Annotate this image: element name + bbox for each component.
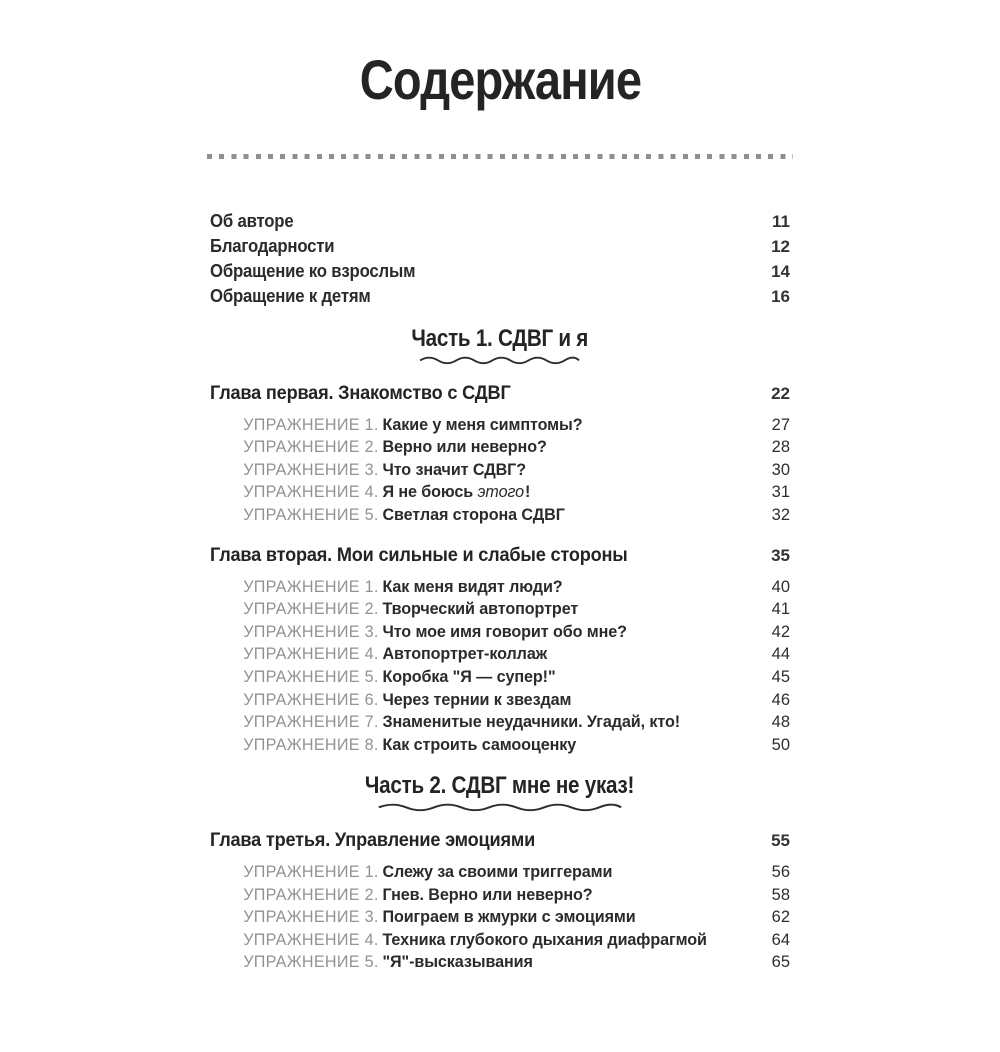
exercise-page: 42 (771, 622, 790, 641)
exercise-prefix: УПРАЖНЕНИЕ 3. (243, 621, 379, 641)
chapter-title: Глава третья. Управление эмоциями (210, 828, 536, 851)
exercise-title: Светлая сторона СДВГ (382, 504, 565, 524)
toc-entry-page: 11 (772, 212, 790, 231)
toc-entry-label: Обращение к детям (210, 286, 371, 306)
toc-entry-page: 14 (771, 262, 790, 281)
exercise-prefix: УПРАЖНЕНИЕ 3. (243, 907, 379, 927)
exercise-entry[interactable] (210, 621, 790, 644)
exercise-entry[interactable] (210, 481, 790, 504)
exercise-title: Как строить самооценку (382, 734, 577, 754)
toc-entry-label: Обращение ко взрослым (210, 261, 416, 281)
toc-entry-label: Благодарности (210, 236, 335, 256)
exercise-prefix: УПРАЖНЕНИЕ 1. (243, 414, 379, 434)
exercise-title: Слежу за своими триггерами (382, 861, 613, 881)
exercise-entry[interactable] (210, 734, 790, 757)
exercise-prefix: УПРАЖНЕНИЕ 2. (243, 884, 379, 904)
exercise-page: 32 (771, 505, 790, 524)
chapter-page: 55 (771, 830, 790, 850)
exercise-entry[interactable] (210, 459, 790, 482)
toc-entry-label: Об авторе (210, 211, 294, 231)
exercise-list (210, 576, 790, 757)
chapter-entry[interactable] (210, 827, 790, 854)
exercise-title: Поиграем в жмурки с эмоциями (382, 907, 636, 927)
exercise-entry[interactable] (210, 906, 790, 929)
exercise-title: Что мое имя говорит обо мне? (382, 621, 627, 641)
exercise-prefix: УПРАЖНЕНИЕ 2. (243, 437, 379, 457)
exercise-title: Техника глубокого дыхания диафрагмой (382, 929, 707, 949)
exercise-title: Автопортрет-коллаж (382, 644, 548, 664)
exercise-prefix: УПРАЖНЕНИЕ 5. (243, 666, 379, 686)
front-matter-list (210, 209, 790, 309)
exercise-page: 28 (771, 438, 790, 457)
exercise-list (210, 861, 790, 974)
exercise-page: 58 (771, 885, 790, 904)
exercise-list (210, 414, 790, 527)
part-section (210, 325, 790, 756)
exercise-page: 45 (771, 667, 790, 686)
chapter-title: Глава первая. Знакомство с СДВГ (210, 381, 511, 404)
exercise-title: Как меня видят люди? (382, 576, 563, 596)
exercise-prefix: УПРАЖНЕНИЕ 4. (243, 482, 379, 502)
chapter-section (210, 827, 790, 974)
exercise-title: Что значит СДВГ? (382, 459, 527, 479)
chapter-title: Глава вторая. Мои сильные и слабые стороны (210, 543, 628, 566)
exercise-prefix: УПРАЖНЕНИЕ 8. (243, 734, 379, 754)
exercise-prefix: УПРАЖНЕНИЕ 2. (243, 599, 379, 619)
exercise-page: 27 (771, 415, 790, 434)
exercise-title: Какие у меня симптомы? (382, 414, 583, 434)
exercise-page: 56 (771, 862, 790, 881)
exercise-prefix: УПРАЖНЕНИЕ 1. (243, 576, 379, 596)
exercise-page: 62 (771, 908, 790, 927)
chapter-entry[interactable] (210, 542, 790, 569)
page-title (0, 48, 1000, 111)
page-title-text: Содержание (359, 48, 641, 111)
chapter-entry[interactable] (210, 380, 790, 407)
parts-container (210, 325, 790, 974)
toc-entry[interactable] (210, 209, 790, 234)
exercise-page: 31 (771, 483, 790, 502)
toc-entry-page: 12 (771, 237, 790, 256)
exercise-entry[interactable] (210, 666, 790, 689)
exercise-entry[interactable] (210, 643, 790, 666)
exercise-page: 40 (771, 577, 790, 596)
toc-body (210, 209, 790, 974)
toc-page (0, 48, 1000, 1052)
chapter-page: 22 (771, 383, 790, 403)
exercise-prefix: УПРАЖНЕНИЕ 6. (243, 689, 379, 709)
exercise-title: Я не боюсь этого! (382, 482, 531, 502)
part-heading (210, 772, 790, 812)
chapter-section (210, 542, 790, 757)
exercise-page: 44 (771, 645, 790, 664)
exercise-title: Гнев. Верно или неверно? (382, 884, 593, 904)
exercise-prefix: УПРАЖНЕНИЕ 3. (243, 459, 379, 479)
exercise-entry[interactable] (210, 414, 790, 437)
exercise-prefix: УПРАЖНЕНИЕ 5. (243, 504, 379, 524)
toc-entry[interactable] (210, 259, 790, 284)
part-heading-text: Часть 1. СДВГ и я (411, 325, 589, 352)
chapter-page: 35 (771, 545, 790, 565)
part-section (210, 772, 790, 974)
toc-entry[interactable] (210, 234, 790, 259)
exercise-page: 41 (771, 600, 790, 619)
part-heading-text: Часть 2. СДВГ мне не указ! (365, 772, 635, 800)
exercise-prefix: УПРАЖНЕНИЕ 4. (243, 644, 379, 664)
squiggle-underline-icon (376, 801, 624, 812)
exercise-entry[interactable] (210, 598, 790, 621)
exercise-page: 30 (771, 460, 790, 479)
toc-entry-page: 16 (771, 287, 790, 306)
exercise-entry[interactable] (210, 711, 790, 734)
exercise-entry[interactable] (210, 884, 790, 907)
exercise-prefix: УПРАЖНЕНИЕ 1. (243, 861, 379, 881)
toc-entry[interactable] (210, 284, 790, 309)
exercise-title: Через тернии к звездам (382, 689, 572, 709)
exercise-entry[interactable] (210, 504, 790, 527)
exercise-title: Коробка "Я — супер!" (382, 666, 556, 686)
exercise-entry[interactable] (210, 929, 790, 952)
exercise-prefix: УПРАЖНЕНИЕ 4. (243, 929, 379, 949)
exercise-title: Верно или неверно? (382, 437, 547, 457)
exercise-prefix: УПРАЖНЕНИЕ 5. (243, 952, 379, 972)
exercise-page: 46 (771, 690, 790, 709)
exercise-title: Творческий автопортрет (382, 599, 579, 619)
chapter-list (210, 380, 790, 757)
exercise-page: 65 (771, 953, 790, 972)
exercise-entry[interactable] (210, 689, 790, 712)
exercise-title: "Я"-высказывания (382, 952, 533, 972)
part-heading (210, 325, 790, 365)
exercise-prefix: УПРАЖНЕНИЕ 7. (243, 712, 379, 732)
squiggle-underline-icon (419, 354, 582, 365)
exercise-page: 50 (771, 735, 790, 754)
exercise-page: 48 (771, 713, 790, 732)
exercise-entry[interactable] (210, 861, 790, 884)
chapter-list (210, 827, 790, 974)
exercise-entry[interactable] (210, 436, 790, 459)
chapter-section (210, 380, 790, 527)
exercise-entry[interactable] (210, 576, 790, 599)
exercise-entry[interactable] (210, 951, 790, 974)
exercise-title: Знаменитые неудачники. Угадай, кто! (382, 712, 681, 732)
exercise-page: 64 (771, 930, 790, 949)
dotted-divider (207, 154, 793, 159)
